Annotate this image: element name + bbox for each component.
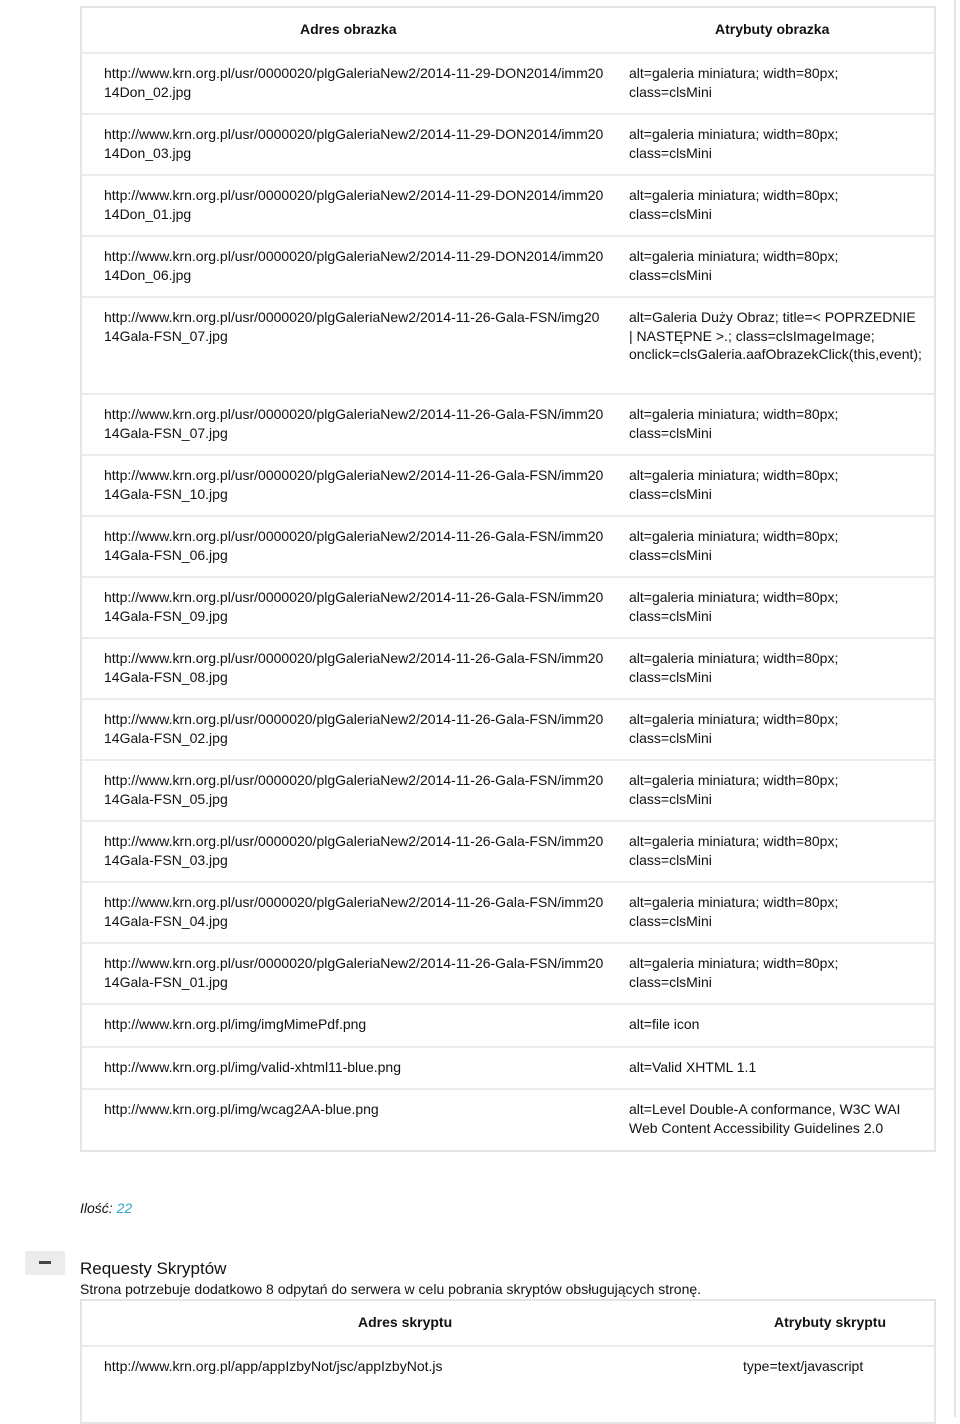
- image-attributes: alt=galeria miniatura; width=80px; class=clsMini: [629, 65, 839, 100]
- image-attributes: alt=galeria miniatura; width=80px; class=clsMini: [629, 711, 839, 746]
- table-row: [82, 1048, 934, 1090]
- image-url: http://www.krn.org.pl/usr/0000020/plgGaleriaNew2/2014-11-29-DON2014/imm2014Don_01.jpg: [104, 187, 604, 222]
- image-url: http://www.krn.org.pl/img/wcag2AA-blue.png: [104, 1101, 379, 1117]
- table-row: [82, 822, 934, 883]
- image-url: http://www.krn.org.pl/usr/0000020/plgGaleriaNew2/2014-11-26-Gala-FSN/imm2014Gala-FSN_05.jpg: [104, 772, 604, 807]
- table-row: [82, 54, 934, 115]
- image-url: http://www.krn.org.pl/usr/0000020/plgGaleriaNew2/2014-11-26-Gala-FSN/imm2014Gala-FSN_08.jpg: [104, 650, 604, 685]
- section-description: Strona potrzebuje dodatkowo 8 odpytań do serwera w celu pobrania skryptów obsługujących stronę.: [80, 1281, 702, 1297]
- image-url: http://www.krn.org.pl/usr/0000020/plgGaleriaNew2/2014-11-26-Gala-FSN/imm2014Gala-FSN_10.jpg: [104, 467, 604, 502]
- image-attributes: alt=galeria miniatura; width=80px; class=clsMini: [629, 894, 839, 929]
- column-header-attributes: Atrybuty obrazka: [715, 21, 830, 37]
- table-row: [82, 395, 934, 456]
- table-row: [82, 944, 934, 1005]
- image-attributes: alt=galeria miniatura; width=80px; class=clsMini: [629, 126, 839, 161]
- table-row: [82, 761, 934, 822]
- table-row: [82, 639, 934, 700]
- table-row: [82, 883, 934, 944]
- section-title: Requesty Skryptów: [80, 1259, 227, 1278]
- table-row: [82, 1005, 934, 1048]
- image-url: http://www.krn.org.pl/img/valid-xhtml11-blue.png: [104, 1059, 401, 1075]
- image-attributes: alt=Level Double-A conformance, W3C WAI Web Content Accessibility Guidelines 2.0: [629, 1101, 901, 1136]
- column-header-address: Adres skryptu: [358, 1314, 453, 1330]
- table-header: [82, 8, 934, 54]
- image-url: http://www.krn.org.pl/usr/0000020/plgGaleriaNew2/2014-11-26-Gala-FSN/imm2014Gala-FSN_03.jpg: [104, 833, 604, 868]
- table-row: [82, 456, 934, 517]
- image-attributes: alt=galeria miniatura; width=80px; class=clsMini: [629, 955, 839, 990]
- image-attributes: alt=galeria miniatura; width=80px; class=clsMini: [629, 406, 839, 441]
- table-row: [82, 517, 934, 578]
- table-row: [82, 1090, 934, 1150]
- collapse-toggle-button[interactable]: [25, 1251, 65, 1275]
- table-body: [82, 1347, 934, 1407]
- image-url: http://www.krn.org.pl/usr/0000020/plgGaleriaNew2/2014-11-26-Gala-FSN/imm2014Gala-FSN_04.jpg: [104, 894, 604, 929]
- image-attributes: alt=galeria miniatura; width=80px; class=clsMini: [629, 528, 839, 563]
- image-attributes: alt=galeria miniatura; width=80px; class=clsMini: [629, 833, 839, 868]
- image-count-value: 22: [116, 1200, 133, 1216]
- image-url: http://www.krn.org.pl/img/imgMimePdf.png: [104, 1016, 367, 1032]
- image-attributes: alt=galeria miniatura; width=80px; class=clsMini: [629, 589, 839, 624]
- image-url: http://www.krn.org.pl/usr/0000020/plgGaleriaNew2/2014-11-26-Gala-FSN/img2014Gala-FSN_07.jpg: [104, 309, 600, 344]
- image-url: http://www.krn.org.pl/usr/0000020/plgGaleriaNew2/2014-11-29-DON2014/imm2014Don_06.jpg: [104, 248, 604, 283]
- script-url: http://www.krn.org.pl/app/appIzbyNot/jsc/appIzbyNot.js: [104, 1358, 443, 1374]
- image-url: http://www.krn.org.pl/usr/0000020/plgGaleriaNew2/2014-11-26-Gala-FSN/imm2014Gala-FSN_02.jpg: [104, 711, 604, 746]
- image-attributes: alt=Valid XHTML 1.1: [629, 1059, 757, 1075]
- table-row: [82, 700, 934, 761]
- image-url: http://www.krn.org.pl/usr/0000020/plgGaleriaNew2/2014-11-29-DON2014/imm2014Don_03.jpg: [104, 126, 604, 161]
- image-url: http://www.krn.org.pl/usr/0000020/plgGaleriaNew2/2014-11-26-Gala-FSN/imm2014Gala-FSN_06.jpg: [104, 528, 604, 563]
- image-attributes: alt=galeria miniatura; width=80px; class=clsMini: [629, 248, 839, 283]
- table-row: [82, 578, 934, 639]
- image-count: [80, 1200, 132, 1216]
- table-row: [82, 115, 934, 176]
- column-header-attributes: Atrybuty skryptu: [774, 1314, 887, 1330]
- image-attributes: alt=galeria miniatura; width=80px; class=clsMini: [629, 772, 839, 807]
- table-row: [82, 1347, 934, 1407]
- image-url: http://www.krn.org.pl/usr/0000020/plgGaleriaNew2/2014-11-26-Gala-FSN/imm2014Gala-FSN_01.jpg: [104, 955, 604, 990]
- image-url: http://www.krn.org.pl/usr/0000020/plgGaleriaNew2/2014-11-26-Gala-FSN/imm2014Gala-FSN_09.jpg: [104, 589, 604, 624]
- image-requests-table: [80, 6, 936, 1152]
- column-header-address: Adres obrazka: [300, 21, 397, 37]
- image-attributes: alt=file icon: [629, 1016, 700, 1032]
- table-row: [82, 237, 934, 298]
- script-requests-table: [80, 1299, 936, 1424]
- image-attributes: alt=Galeria Duży Obraz; title=< POPRZEDNIE | NASTĘPNE >.; class=clsImageImage; onclick=clsGaleria.aafObrazekClick(this,event);: [629, 309, 922, 362]
- image-attributes: alt=galeria miniatura; width=80px; class=clsMini: [629, 650, 839, 685]
- image-attributes: alt=galeria miniatura; width=80px; class=clsMini: [629, 467, 839, 502]
- page-right-border: [954, 0, 956, 1417]
- image-url: http://www.krn.org.pl/usr/0000020/plgGaleriaNew2/2014-11-29-DON2014/imm2014Don_02.jpg: [104, 65, 604, 100]
- script-attributes: type=text/javascript: [743, 1358, 864, 1374]
- image-url: http://www.krn.org.pl/usr/0000020/plgGaleriaNew2/2014-11-26-Gala-FSN/imm2014Gala-FSN_07.jpg: [104, 406, 604, 441]
- table-row: [82, 176, 934, 237]
- table-body: [82, 54, 934, 1150]
- image-attributes: alt=galeria miniatura; width=80px; class=clsMini: [629, 187, 839, 222]
- table-header: [82, 1301, 934, 1347]
- image-count-label: Ilość:: [80, 1200, 113, 1216]
- minus-icon: [39, 1261, 51, 1264]
- table-row: [82, 298, 934, 395]
